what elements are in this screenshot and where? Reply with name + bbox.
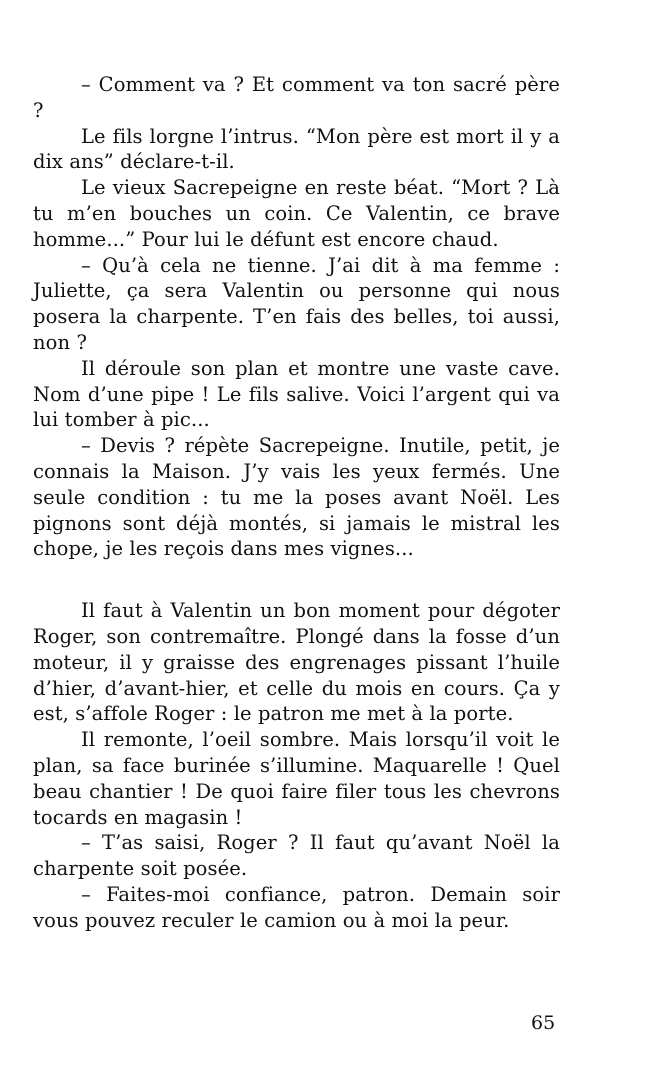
paragraph: Le fils lorgne l’intrus. “Mon père est mort il y a dix ans” déclare-t-il. xyxy=(33,124,560,174)
page-body xyxy=(33,72,560,934)
paragraph: – Comment va ? Et comment va ton sacré père ? xyxy=(33,73,560,122)
paragraph: – Faites-moi confiance, patron. Demain soir vous pouvez reculer le camion ou à moi la peur. xyxy=(33,882,560,932)
paragraph: Le vieux Sacrepeigne en reste béat. “Mort ? Là tu m’en bouches un coin. Ce Valentin, ce brave homme...” Pour lui le défunt est encore chaud. xyxy=(33,176,560,251)
paragraph: Il faut à Valentin un bon moment pour dégoter Roger, son contremaître. Plongé dans la fosse d’un moteur, il y graisse des engrenages pissant l’huile d’hier, d’avant-hier, et celle du mois en cours. Ça y est, s’affole Roger : le patron me met à la porte. xyxy=(33,599,560,726)
section-break xyxy=(33,562,560,598)
paragraph: Il remonte, l’oeil sombre. Mais lorsqu’il voit le plan, sa face burinée s’illumine. Maquarelle ! Quel beau chantier ! De quoi faire filer tous les chevrons tocards en magasin ! xyxy=(33,728,560,829)
paragraph: – Devis ? répète Sacrepeigne. Inutile, petit, je connais la Maison. J’y vais les yeux fermés. Une seule condition : tu me la poses avant Noël. Les pignons sont déjà montés, si jamais le mistral les chope, je les reçois dans mes vignes... xyxy=(33,434,560,561)
page-number: 65 xyxy=(531,1012,556,1034)
paragraph: Il déroule son plan et montre une vaste cave. Nom d’une pipe ! Le fils salive. Voici l’argent qui va lui tomber à pic... xyxy=(33,356,560,432)
paragraph: – T’as saisi, Roger ? Il faut qu’avant Noël la charpente soit posée. xyxy=(33,831,560,881)
paragraph: – Qu’à cela ne tienne. J’ai dit à ma femme : Juliette, ça sera Valentin ou personne qui nous posera la charpente. T’en fais des belles, toi aussi, non ? xyxy=(33,253,560,354)
